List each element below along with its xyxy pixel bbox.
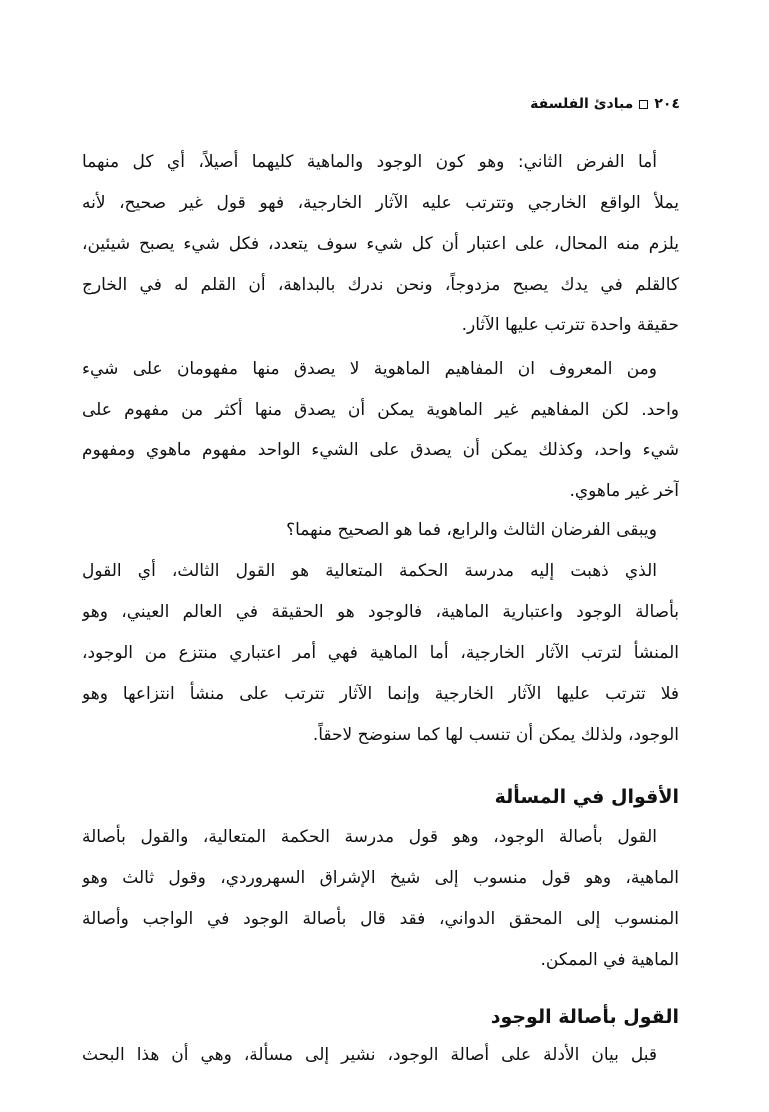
paragraph-5-line-4: الماهية في الممكن. xyxy=(540,950,679,970)
paragraph-6-line-1: قبل بيان الأدلة على أصالة الوجود، نشير إلى مسألة، وهي أن هذا البحث xyxy=(82,1045,657,1065)
paragraph-4-line-1: الذي ذهبت إليه مدرسة الحكمة المتعالية هو القول الثالث، أي القول xyxy=(82,561,657,581)
paragraph-2-line-3: شيء واحد، وكذلك يمكن أن يصدق على الشيء الواحد مفهوم ماهوي ومفهوم xyxy=(82,440,679,460)
paragraph-2-line-1: ومن المعروف ان المفاهيم الماهوية لا يصدق منها مفهومان على شيء xyxy=(82,359,657,379)
paragraph-4-line-3: المنشأ لترتب الآثار الخارجية، أما الماهية فهي أمر اعتباري منتزع من الوجود، xyxy=(82,643,679,663)
paragraph-1-line-4: كالقلم في يدك يصبح مزدوجاً، ونحن ندرك بالبداهة، أن القلم له في الخارج xyxy=(82,275,679,295)
square-separator-icon xyxy=(639,100,648,109)
paragraph-4-line-4: فلا تترتب عليها الآثار الخارجية وإنما الآثار تترتب على منشأ انتزاعها وهو xyxy=(82,684,679,704)
page-number: ٢٠٤ xyxy=(654,96,680,112)
paragraph-1-line-2: يملأ الواقع الخارجي وتترتب عليه الآثار الخارجية، فهو قول غير صحيح، لأنه xyxy=(82,193,679,213)
paragraph-4-line-5: الوجود، ولذلك يمكن أن تنسب لها كما سنوضح لاحقاً. xyxy=(312,725,679,745)
paragraph-3-line-1: ويبقى الفرضان الثالث والرابع، فما هو الصحيح منهما؟ xyxy=(286,520,657,540)
paragraph-2-line-2: واحد. لكن المفاهيم غير الماهوية يمكن أن يصدق منها أكثر من مفهوم على xyxy=(82,400,679,420)
running-head xyxy=(530,96,680,112)
paragraph-4-line-2: بأصالة الوجود واعتبارية الماهية، فالوجود هو الحقيقة في العالم العيني، وهو xyxy=(82,602,679,622)
paragraph-5-line-3: المنسوب إلى المحقق الدواني، فقد قال بأصالة الوجود في الواجب وأصالة xyxy=(82,909,679,929)
section-heading-existence: القول بأصالة الوجود xyxy=(490,1006,679,1028)
paragraph-1-line-3: يلزم منه المحال، على اعتبار أن كل شيء سوف يتعدد، فكل شيء يصبح شيئين، xyxy=(82,234,679,254)
paragraph-2-line-4: آخر غير ماهوي. xyxy=(569,481,679,501)
paragraph-1-line-5: حقيقة واحدة تترتب عليها الآثار. xyxy=(461,315,679,335)
section-heading-opinions: الأقوال في المسألة xyxy=(494,786,679,808)
book-title: مبادئ الفلسفة xyxy=(530,96,634,112)
paragraph-5-line-1: القول بأصالة الوجود، وهو قول مدرسة الحكمة المتعالية، والقول بأصالة xyxy=(82,827,657,847)
paragraph-5-line-2: الماهية، وهو قول منسوب إلى شيخ الإشراق السهروردي، وقول ثالث وهو xyxy=(82,868,679,888)
paragraph-1-line-1: أما الفرض الثاني: وهو كون الوجود والماهية كليهما أصيلاً، أي كل منهما xyxy=(82,152,657,172)
